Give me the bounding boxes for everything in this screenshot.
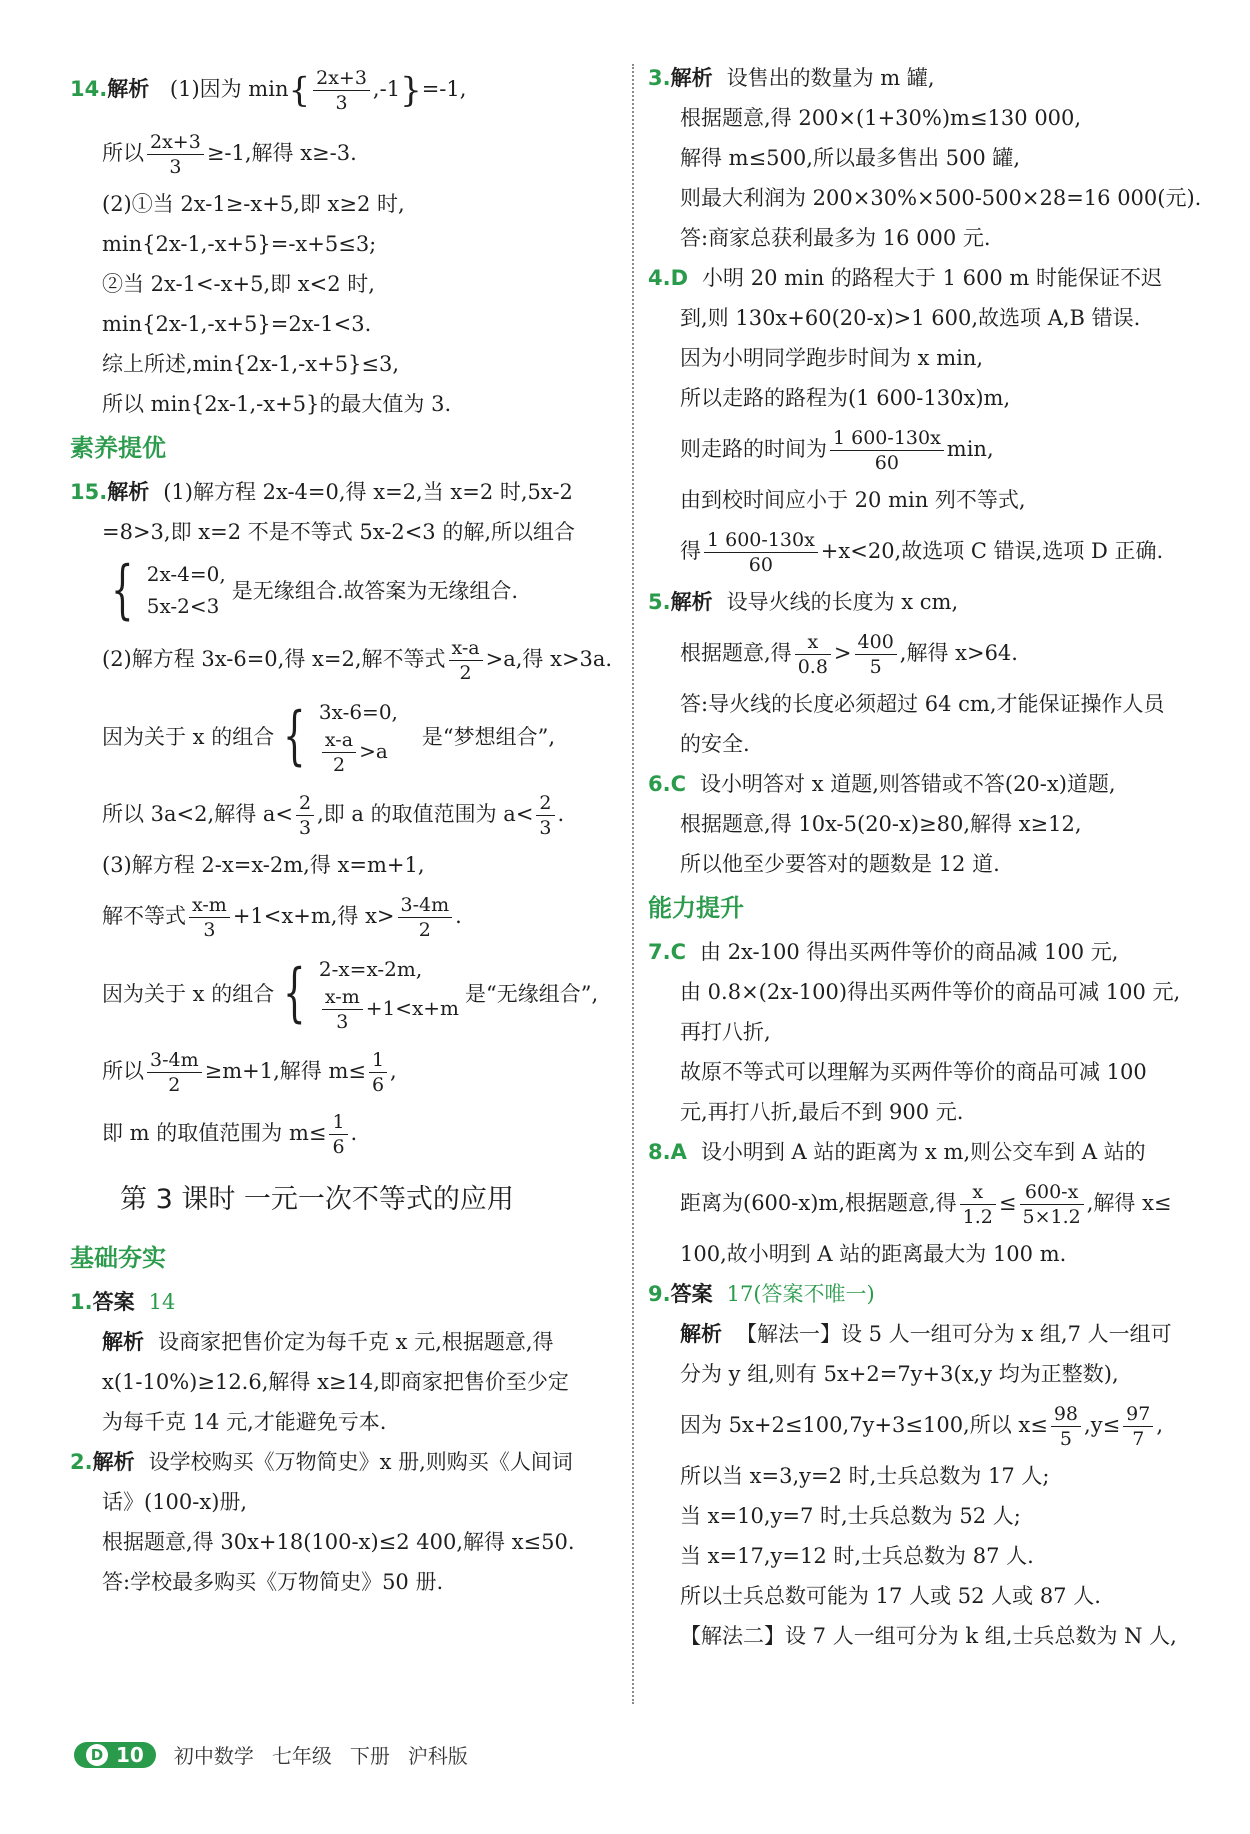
fraction: $\frac{x-a}{2}$ bbox=[449, 636, 483, 685]
q15-block: 15.解析 (1)解方程 2x-4=0,得 x=2,当 x=2 时,5x-2 =8>3,即 x=2 不是不等式 5x-2<3 的解,所以组合 { 2x-4=0, 5x-2<3 是无缘组合.故答案为无缘组合. (2)解方程 3x-6=0,得 x=2,解不等式 $\frac{x-a}{2}$ >a,得 x>3a. 因为关于 x 的组合 { 3x-6=0, $\frac{x-a}{2}$ >a 是“梦想组合”, 所以 3a<2,解得 a< $\frac{2}{3}$ ,即 a 的取值范围为 a< $\frac{2}{3}$ . (3)解方程 2-x=x-2m,得 x=m+1, 解不等式 $\frac{x-m}{3}$ +1<x+m,得 x> $\frac{3-4m}{2}$ . 因为关于 x 的组合 { 2-x=x-2m, $\frac{x-m}{3}$ +1<x+m 是“无缘组合”, 所以 $\frac{3-4m}{2}$ ≥m+1,解得 m≤ $\frac{1}{6}$ , 即 m 的取值范围为 m≤ $\frac{1}{6}$ . bbox=[70, 472, 615, 1164]
page-footer bbox=[74, 1740, 468, 1769]
fraction: $\frac{x}{1.2}$ bbox=[960, 1180, 996, 1229]
fraction: $\frac{2}{3}$ bbox=[536, 791, 554, 840]
q4-block: 4.D 小明 20 min 的路程大于 1 600 m 时能保证不迟 到,则 130x+60(20-x)>1 600,故选项 A,B 错误. 因为小明同学跑步时间为 x min, 所以走路的路程为(1 600-130x)m, 则走路的时间为 $\frac{1 600-130x}{60}$ min, 由到校时间应小于 20 min 列不等式, 得 $\frac{1 600-130x}{60}$ +x<20,故选项 C 错误,选项 D 正确. bbox=[648, 266, 1164, 576]
q1-block: 1.答案 14 解析 设商家把售价定为每千克 x 元,根据题意,得 x(1-10%)≥12.6,解得 x≥14,即商家把售价至少定 为每千克 14 元,才能避免亏本. bbox=[70, 1289, 569, 1434]
page-number: 10 bbox=[116, 1742, 144, 1767]
section-heading-nengli: 能力提升 bbox=[648, 894, 744, 922]
footer-volume: 下册 bbox=[349, 1744, 390, 1768]
fraction: $\frac{97}{7}$ bbox=[1123, 1402, 1153, 1451]
footer-edition: 沪科版 bbox=[407, 1744, 468, 1768]
equation-system: { 2x-4=0, 5x-2<3 是无缘组合.故答案为无缘组合. bbox=[111, 552, 519, 627]
fraction: $\frac{1 600-130x}{60}$ bbox=[830, 426, 944, 475]
fraction: $\frac{98}{5}$ bbox=[1051, 1402, 1081, 1451]
publisher-logo: D bbox=[86, 1744, 108, 1766]
answer-value: 14 bbox=[148, 1289, 176, 1314]
fraction: $\frac{x}{0.8}$ bbox=[795, 630, 831, 679]
fraction: $\frac{2x+3}{3}$ bbox=[313, 66, 370, 115]
q2-block: 2.解析 设学校购买《万物简史》x 册,则购买《人间词 话》(100-x)册, 根据题意,得 30x+18(100-x)≤2 400,解得 x≤50. 答:学校最多购买《万物简史》50 册. bbox=[70, 1449, 575, 1594]
fraction: $\frac{1}{6}$ bbox=[329, 1110, 347, 1159]
fraction: $\frac{1 600-130x}{60}$ bbox=[704, 528, 818, 577]
section-heading-jichu: 基础夯实 bbox=[70, 1243, 166, 1272]
fraction: $\frac{2}{3}$ bbox=[296, 791, 314, 840]
fraction: $\frac{2x+3}{3}$ bbox=[147, 130, 204, 179]
fraction: $\frac{x-m}{3}$ bbox=[322, 985, 363, 1034]
q3-block: 3.解析 设售出的数量为 m 罐, 根据题意,得 200×(1+30%)m≤130 000, 解得 m≤500,所以最多售出 500 罐, 则最大利润为 200×30%×500-500×28=16 000(元). 答:商家总获利最多为 16 000 元. bbox=[648, 66, 1202, 250]
q14-line: (2)①当 2x-1≥-x+5,即 x≥2 时, bbox=[102, 191, 405, 216]
q9-block: 9.答案 17(答案不唯一) 解析 【解法一】设 5 人一组可分为 x 组,7 人一组可 分为 y 组,则有 5x+2=7y+3(x,y 均为正整数), 因为 5x+2≤100,7y+3≤100,所以 x≤ $\frac{98}{5}$ ,y≤ $\frac{97}{7}$ , 所以当 x=3,y=2 时,士兵总数为 17 人; 当 x=10,y=7 时,士兵总数为 52 人; 当 x=17,y=12 时,士兵总数为 87 人. 所以士兵总数可能为 17 人或 52 人或 87 人. 【解法二】设 7 人一组可分为 k 组,士兵总数为 N 人, bbox=[648, 1282, 1177, 1648]
fraction: $\frac{1}{6}$ bbox=[369, 1048, 387, 1097]
q7-block: 7.C 由 2x-100 得出买两件等价的商品减 100 元, 由 0.8×(2x-100)得出买两件等价的商品可减 100 元, 再打八折, 故原不等式可以理解为买两件等价的商品可减 100 元,再打八折,最后不到 900 元. bbox=[648, 940, 1181, 1124]
column-divider bbox=[632, 64, 634, 1704]
fraction: $\frac{3-4m}{2}$ bbox=[398, 893, 453, 942]
footer-grade: 七年级 bbox=[271, 1744, 332, 1768]
q14-line: 所以 min{2x-1,-x+5}的最大值为 3. bbox=[102, 391, 452, 416]
equation-system: 因为关于 x 的组合 { 3x-6=0, $\frac{x-a}{2}$ >a 是“梦想组合”, bbox=[102, 699, 556, 776]
lesson-title: 第 3 课时 一元一次不等式的应用 bbox=[120, 1183, 514, 1215]
equation-system: 因为关于 x 的组合 { 2-x=x-2m, $\frac{x-m}{3}$ +1<x+m 是“无缘组合”, bbox=[102, 956, 599, 1033]
q14-line: min{2x-1,-x+5}=-x+5≤3; bbox=[102, 231, 377, 256]
fraction: $\frac{x-a}{2}$ bbox=[322, 728, 356, 777]
page-number-badge bbox=[74, 1742, 156, 1768]
fraction: $\frac{400}{5}$ bbox=[855, 630, 897, 679]
fraction: $\frac{600-x}{5\times 1.2}$ bbox=[1020, 1180, 1084, 1229]
fraction: $\frac{x-m}{3}$ bbox=[189, 893, 230, 942]
q8-block: 8.A 设小明到 A 站的距离为 x m,则公交车到 A 站的 距离为(600-x)m,根据题意,得 $\frac{x}{1.2}$ ≤ $\frac{600-x}{5\times 1.2}$ ,解得 x≤ 100,故小明到 A 站的距离最大为 100 m. bbox=[648, 1140, 1172, 1266]
q14-line: ②当 2x-1<-x+5,即 x<2 时, bbox=[102, 271, 375, 296]
q14-line: 综上所述,min{2x-1,-x+5}≤3, bbox=[102, 351, 400, 376]
footer-subject: 初中数学 bbox=[173, 1744, 254, 1768]
right-column bbox=[648, 58, 1208, 1656]
q6-block: 6.C 设小明答对 x 道题,则答错或不答(20-x)道题, 根据题意,得 10x-5(20-x)≥80,解得 x≥12, 所以他至少要答对的题数是 12 道. bbox=[648, 772, 1116, 876]
q5-block: 5.解析 设导火线的长度为 x cm, 根据题意,得 $\frac{x}{0.8}$ > $\frac{400}{5}$ ,解得 x>64. 答:导火线的长度必须超过 64 cm,才能保证操作人员 的安全. bbox=[648, 590, 1165, 756]
q14-number: 14. bbox=[70, 77, 108, 101]
fraction: $\frac{3-4m}{2}$ bbox=[147, 1048, 202, 1097]
left-column bbox=[70, 58, 615, 1602]
section-heading-suyang: 素养提优 bbox=[70, 433, 166, 462]
answer-value: 17(答案不唯一) bbox=[726, 1282, 875, 1306]
q14-line: min{2x-1,-x+5}=2x-1<3. bbox=[102, 311, 372, 336]
q14-block: 14.解析 (1)因为 min{ $\frac{2x+3}{3}$ ,-1}=-1, 所以 $\frac{2x+3}{3}$ ≥-1,解得 x≥-3. (2)①当 2x-1≥-x+5,即 x≥2 时, min{2x-1,-x+5}=-x+5≤3; ②当 2x-1<-x+5,即 x<2 时, min{2x-1,-x+5}=2x-1<3. 综上所述,min{2x-1,-x+5}≤3, 所以 min{2x-1,-x+5}的最大值为 3. bbox=[70, 58, 615, 424]
